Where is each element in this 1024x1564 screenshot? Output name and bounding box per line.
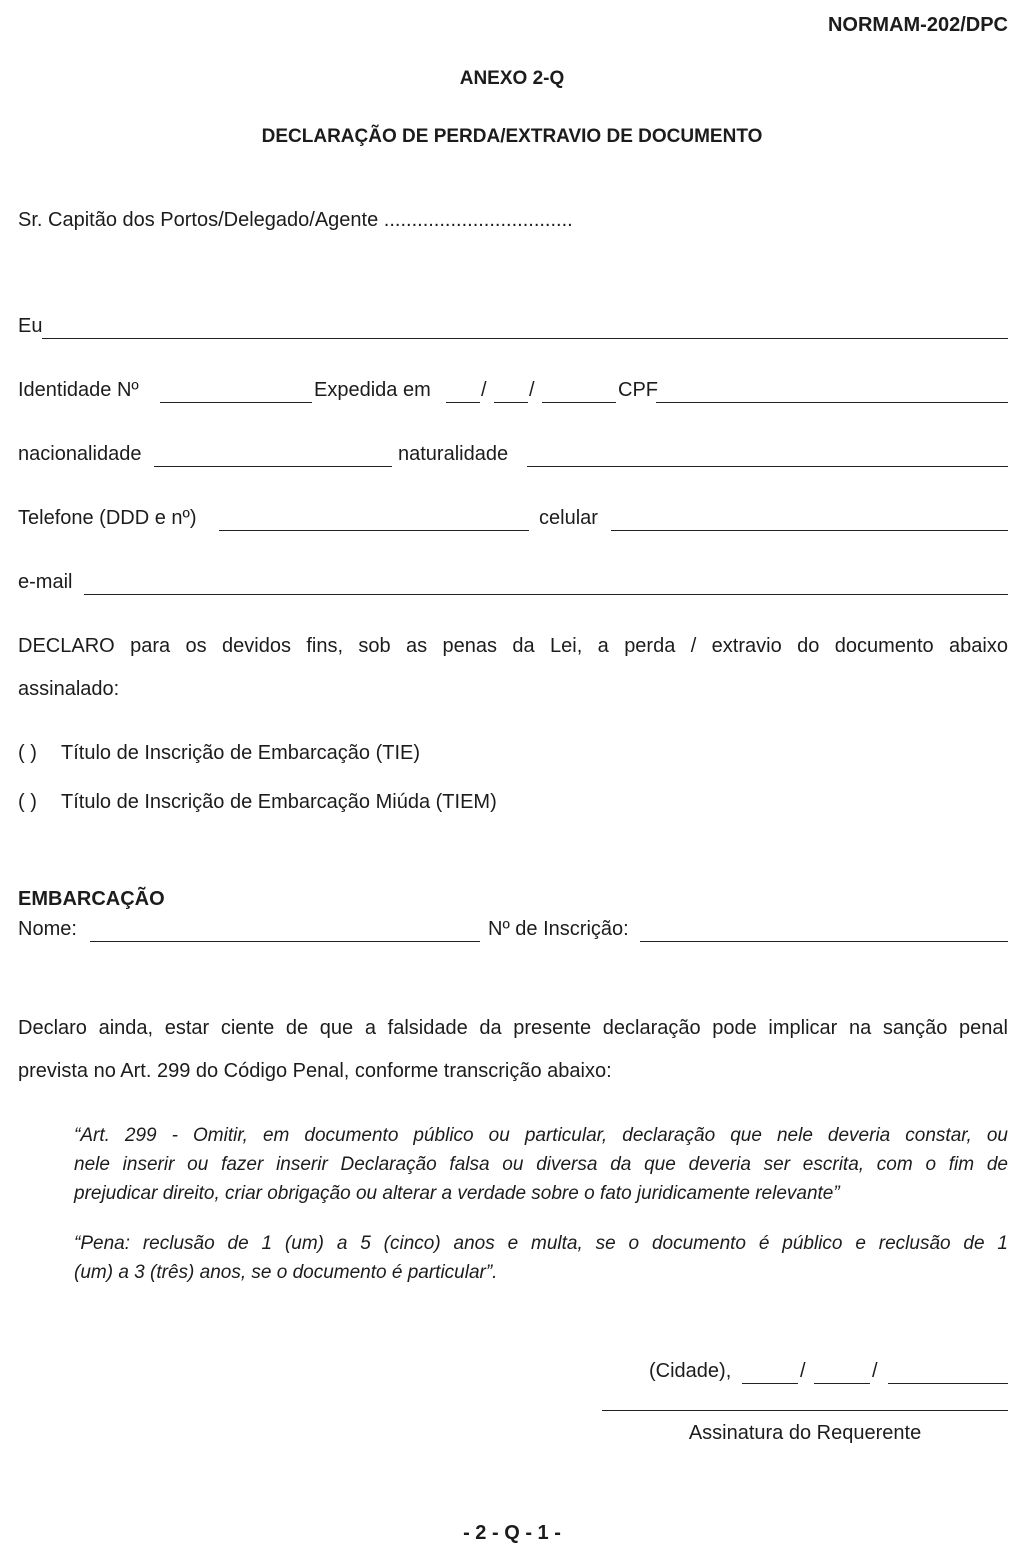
expedida-month-field[interactable]: [494, 402, 528, 403]
vessel-registration-field[interactable]: [640, 941, 1008, 942]
penalty-quote-line-1: “Pena: reclusão de 1 (um) a 5 (cinco) anos e multa, se o documento é público e reclusão de 1: [74, 1233, 1008, 1254]
nacionalidade-field[interactable]: [154, 466, 392, 467]
annex-title: ANEXO 2-Q: [459, 68, 565, 89]
email-field[interactable]: [84, 594, 1008, 595]
article-quote-line-2: nele inserir ou fazer inserir Declaração falsa ou diversa da que deveria ser escrita, com o fim de: [74, 1154, 1008, 1175]
option-tiem-checkbox[interactable]: ( ): [18, 791, 37, 813]
celular-field[interactable]: [611, 530, 1008, 531]
eu-name-field[interactable]: [42, 338, 1008, 339]
date-slash: /: [529, 379, 535, 401]
signature-label: Assinatura do Requerente: [688, 1422, 922, 1444]
penalty-quote-line-2: (um) a 3 (três) anos, se o documento é particular”.: [74, 1262, 498, 1283]
email-label: e-mail: [18, 571, 73, 593]
signature-year-field[interactable]: [888, 1383, 1008, 1384]
date-slash: /: [481, 379, 487, 401]
date-slash: /: [800, 1360, 806, 1382]
awareness-line-1: Declaro ainda, estar ciente de que a falsidade da presente declaração pode implicar na sanção penal: [18, 1017, 1008, 1039]
city-label: (Cidade),: [649, 1360, 732, 1382]
expedida-label: Expedida em: [314, 379, 431, 401]
date-slash: /: [872, 1360, 878, 1382]
telefone-field[interactable]: [219, 530, 529, 531]
cpf-field[interactable]: [656, 402, 1008, 403]
page-number: - 2 - Q - 1 -: [463, 1522, 561, 1544]
vessel-name-label: Nome:: [18, 918, 77, 940]
option-tie-label: Título de Inscrição de Embarcação (TIE): [61, 742, 421, 764]
signature-month-field[interactable]: [814, 1383, 870, 1384]
identidade-label: Identidade Nº: [18, 379, 139, 401]
vessel-heading: EMBARCAÇÃO: [18, 888, 165, 910]
expedida-day-field[interactable]: [446, 402, 480, 403]
vessel-name-field[interactable]: [90, 941, 480, 942]
nacionalidade-label: nacionalidade: [18, 443, 142, 465]
naturalidade-field[interactable]: [527, 466, 1008, 467]
signature-line[interactable]: [602, 1410, 1008, 1411]
awareness-line-2: prevista no Art. 299 do Código Penal, conforme transcrição abaixo:: [18, 1060, 612, 1082]
document-code: NORMAM-202/DPC: [827, 14, 1008, 36]
option-tiem-label: Título de Inscrição de Embarcação Miúda (TIEM): [61, 791, 497, 813]
declaration-line-2: assinalado:: [18, 678, 120, 700]
vessel-registration-label: Nº de Inscrição:: [488, 918, 629, 940]
celular-label: celular: [539, 507, 598, 529]
eu-label: Eu: [18, 315, 43, 337]
declaration-line-1: DECLARO para os devidos fins, sob as penas da Lei, a perda / extravio do documento abaixo: [18, 635, 1008, 657]
cpf-label: CPF: [618, 379, 658, 401]
naturalidade-label: naturalidade: [398, 443, 509, 465]
identidade-field[interactable]: [160, 402, 312, 403]
article-quote-line-3: prejudicar direito, criar obrigação ou alterar a verdade sobre o fato juridicamente relevante”: [74, 1183, 840, 1204]
signature-day-field[interactable]: [742, 1383, 798, 1384]
addressee-line: Sr. Capitão dos Portos/Delegado/Agente ..................................: [18, 209, 573, 231]
form-title: DECLARAÇÃO DE PERDA/EXTRAVIO DE DOCUMENTO: [261, 126, 763, 147]
telefone-label: Telefone (DDD e nº): [18, 507, 197, 529]
expedida-year-field[interactable]: [542, 402, 616, 403]
article-quote-line-1: “Art. 299 - Omitir, em documento público ou particular, declaração que nele deveria constar, ou: [74, 1125, 1008, 1146]
option-tie-checkbox[interactable]: ( ): [18, 742, 37, 764]
